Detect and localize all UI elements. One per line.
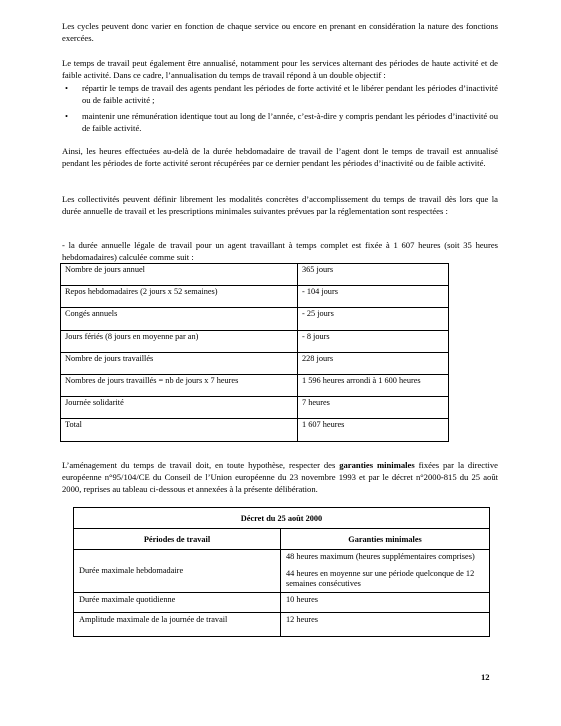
- text-span: L’aménagement du temps de travail doit, en toute hypothèse, respecter des: [62, 460, 340, 470]
- table-cell: - 25 jours: [298, 308, 449, 330]
- table-cell: Amplitude maximale de la journée de travail: [74, 612, 281, 636]
- paragraph-heures-recuperees: Ainsi, les heures effectuées au-delà de la durée hebdomadaire de travail de l’agent dont le temps de travail est annualisé pendant les périodes de forte activité seront récupérées par ce dernier pendant les périodes d’inactivité ou de faible activité.: [62, 146, 498, 169]
- table-row: [61, 286, 449, 308]
- table-row: [61, 374, 449, 396]
- column-header: Périodes de travail: [74, 529, 281, 550]
- table-cell: [281, 550, 490, 593]
- guarantee-text: 48 heures maximum (heures supplémentaires comprises): [286, 552, 475, 561]
- table-cell: 228 jours: [298, 352, 449, 374]
- table-cell: Nombre de jours travaillés: [61, 352, 298, 374]
- table-cell: 10 heures: [281, 592, 490, 612]
- bullet-item: [62, 110, 498, 134]
- bold-text: garanties minimales: [339, 460, 415, 470]
- table-row: [74, 612, 490, 636]
- text-span: fixées par la directive européenne n°95/104/CE du Conseil de l’Union européenne du 23 novembre 1993 et par le décret n°2000-815 du 25 août 2000, reprises au tableau ci-dessous et annexées à la présente délibération.: [62, 460, 498, 495]
- bullet-text: répartir le temps de travail des agents pendant les périodes de forte activité et le libérer pendant les périodes d’inactivité ou de faible activité ;: [82, 83, 498, 106]
- paragraph-cycles: Les cycles peuvent donc varier en fonction de chaque service ou encore en prenant en considération la nature des fonctions exercées.: [62, 21, 498, 44]
- paragraph-annualisation: Le temps de travail peut également être annualisé, notamment pour les services alternant des périodes de haute activité et de faible activité. Dans ce cadre, l’annualisation du temps de travail répond à un double objectif :: [62, 58, 498, 81]
- bullet-icon: •: [65, 83, 69, 93]
- table-cell: Nombre de jours annuel: [61, 264, 298, 286]
- column-header: Garanties minimales: [281, 529, 490, 550]
- page-number: 12: [481, 672, 490, 682]
- paragraph-modalites: Les collectivités peuvent définir librement les modalités concrètes d’accomplissement du temps de travail dès lors que la durée annuelle de travail et les prescriptions minimales suivantes prévues par la réglementation sont respectées :: [62, 194, 498, 217]
- table-cell: - 8 jours: [298, 330, 449, 352]
- table-cell: Jours fériés (8 jours en moyenne par an): [61, 330, 298, 352]
- table-cell: Nombres de jours travaillés = nb de jours x 7 heures: [61, 374, 298, 396]
- table-cell: 12 heures: [281, 612, 490, 636]
- table-row: [74, 508, 490, 529]
- table-row: [74, 550, 490, 593]
- table-cell: Congés annuels: [61, 308, 298, 330]
- paragraph-garanties: [62, 459, 498, 496]
- table-row: [61, 352, 449, 374]
- table-row: [61, 397, 449, 419]
- table-cell: Durée maximale quotidienne: [74, 592, 281, 612]
- table-row: [61, 264, 449, 286]
- guarantee-text: 44 heures en moyenne sur une période quelconque de 12 semaines consécutives: [286, 568, 475, 588]
- table-cell: Journée solidarité: [61, 397, 298, 419]
- table-cell: Durée maximale hebdomadaire: [74, 550, 281, 593]
- table-row: [74, 592, 490, 612]
- table-header-row: [74, 529, 490, 550]
- table-cell: Repos hebdomadaires (2 jours x 52 semaines): [61, 286, 298, 308]
- table-row: [61, 308, 449, 330]
- decret-table: [73, 507, 490, 637]
- bullet-icon: •: [65, 111, 69, 121]
- table-row: [61, 330, 449, 352]
- table-cell: 7 heures: [298, 397, 449, 419]
- table-cell: 1 596 heures arrondi à 1 600 heures: [298, 374, 449, 396]
- bullet-item: [62, 82, 498, 106]
- table-row: [61, 419, 449, 441]
- table-cell: - 104 jours: [298, 286, 449, 308]
- table-title: Décret du 25 août 2000: [74, 508, 490, 529]
- table-cell: 1 607 heures: [298, 419, 449, 441]
- annual-hours-table: [60, 263, 449, 442]
- bullet-text: maintenir une rémunération identique tout au long de l’année, c’est-à-dire y compris pendant les périodes d’inactivité ou de faible activité.: [82, 111, 498, 134]
- paragraph-duree-annuelle: - la durée annuelle légale de travail pour un agent travaillant à temps complet est fixée à 1 607 heures (soit 35 heures hebdomadaires) calculée comme suit :: [62, 240, 498, 263]
- table-cell: 365 jours: [298, 264, 449, 286]
- table-cell: Total: [61, 419, 298, 441]
